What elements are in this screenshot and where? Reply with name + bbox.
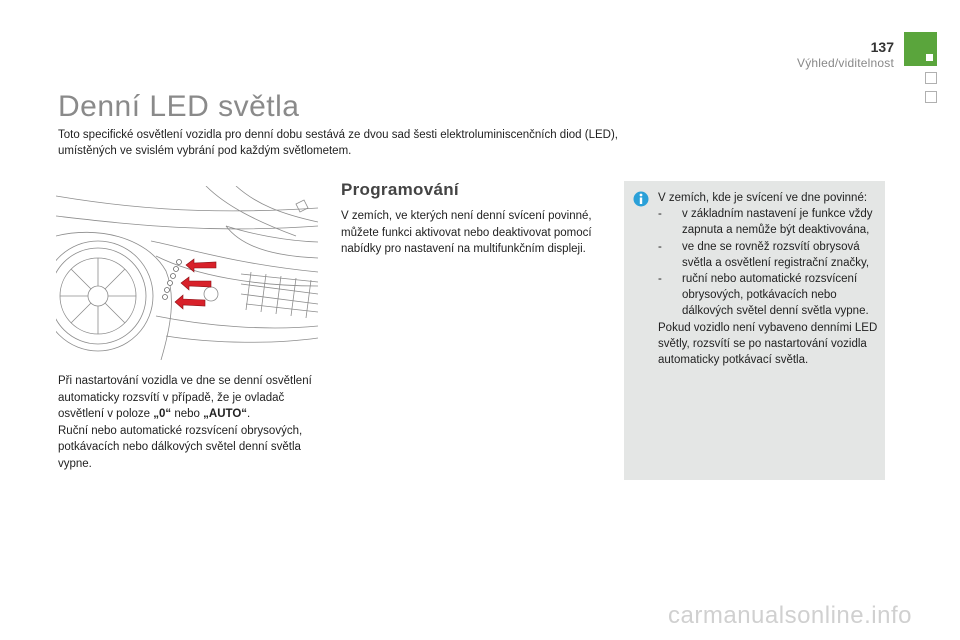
programming-heading: Programování — [341, 180, 459, 199]
chapter-tab-active[interactable] — [904, 32, 937, 66]
note-outro: Pokud vozidlo není vybaveno denními LED světly, rozsvítí se po nastartování vozidla automaticky potkávací světla. — [658, 321, 878, 367]
left-paragraph-text: Při nastartování vozidla ve dne se denní osvětlení automaticky rozsvítí v případě, že je ovladač osvětlení v poloze — [58, 375, 312, 420]
watermark: carmanualsonline.info — [668, 602, 912, 629]
info-note-box — [624, 181, 885, 480]
list-item — [658, 271, 880, 320]
left-paragraph-text: nebo — [171, 408, 204, 420]
section-title: Výhled/viditelnost — [797, 56, 894, 70]
list-item-text: v základním nastavení je funkce vždy zapnuta a nemůže být deaktivována, — [682, 208, 873, 237]
left-paragraph-text: Ruční nebo automatické rozsvícení obrysových, potkávacích nebo dálkových světel denní světla vypne. — [58, 424, 303, 470]
list-dash: - — [658, 240, 662, 253]
list-dash: - — [658, 208, 662, 221]
page-number: 137 — [870, 39, 894, 55]
list-item — [658, 239, 880, 271]
page-title: Denní LED světla — [58, 90, 300, 123]
left-paragraph-text: . — [247, 408, 251, 420]
note-content — [658, 190, 880, 368]
list-item-text: ve dne se rovněž rozsvítí obrysová světla a osvětlení registrační značky, — [682, 240, 870, 269]
tab-square-icon — [926, 54, 933, 61]
programming-paragraph: V zemích, ve kterých není denní svícení povinné, můžete funkci aktivovat nebo deaktivovat pomocí nabídky pro nastavení na multifunkčním displeji. — [341, 210, 592, 255]
note-list — [658, 206, 880, 319]
led-headlight-illustration — [56, 186, 318, 360]
info-icon — [633, 191, 649, 207]
list-item — [658, 206, 880, 238]
list-dash: - — [658, 273, 662, 286]
chapter-tab[interactable] — [925, 72, 937, 84]
list-item-text: ruční nebo automatické rozsvícení obrysových, potkávacích nebo dálkových světel denní světla vypne. — [682, 273, 869, 318]
intro-paragraph: Toto specifické osvětlení vozidla pro denní dobu sestává ze dvou sad šesti elektroluminiscenčních diod (LED), umístěných ve svislém vybrání pod každým světlometem. — [58, 129, 618, 157]
switch-position-zero: „0“ — [153, 408, 172, 420]
switch-position-auto: „AUTO“ — [203, 408, 248, 420]
chapter-tab[interactable] — [925, 91, 937, 103]
left-paragraph — [58, 373, 320, 472]
note-intro: V zemích, kde je svícení ve dne povinné: — [658, 192, 868, 204]
